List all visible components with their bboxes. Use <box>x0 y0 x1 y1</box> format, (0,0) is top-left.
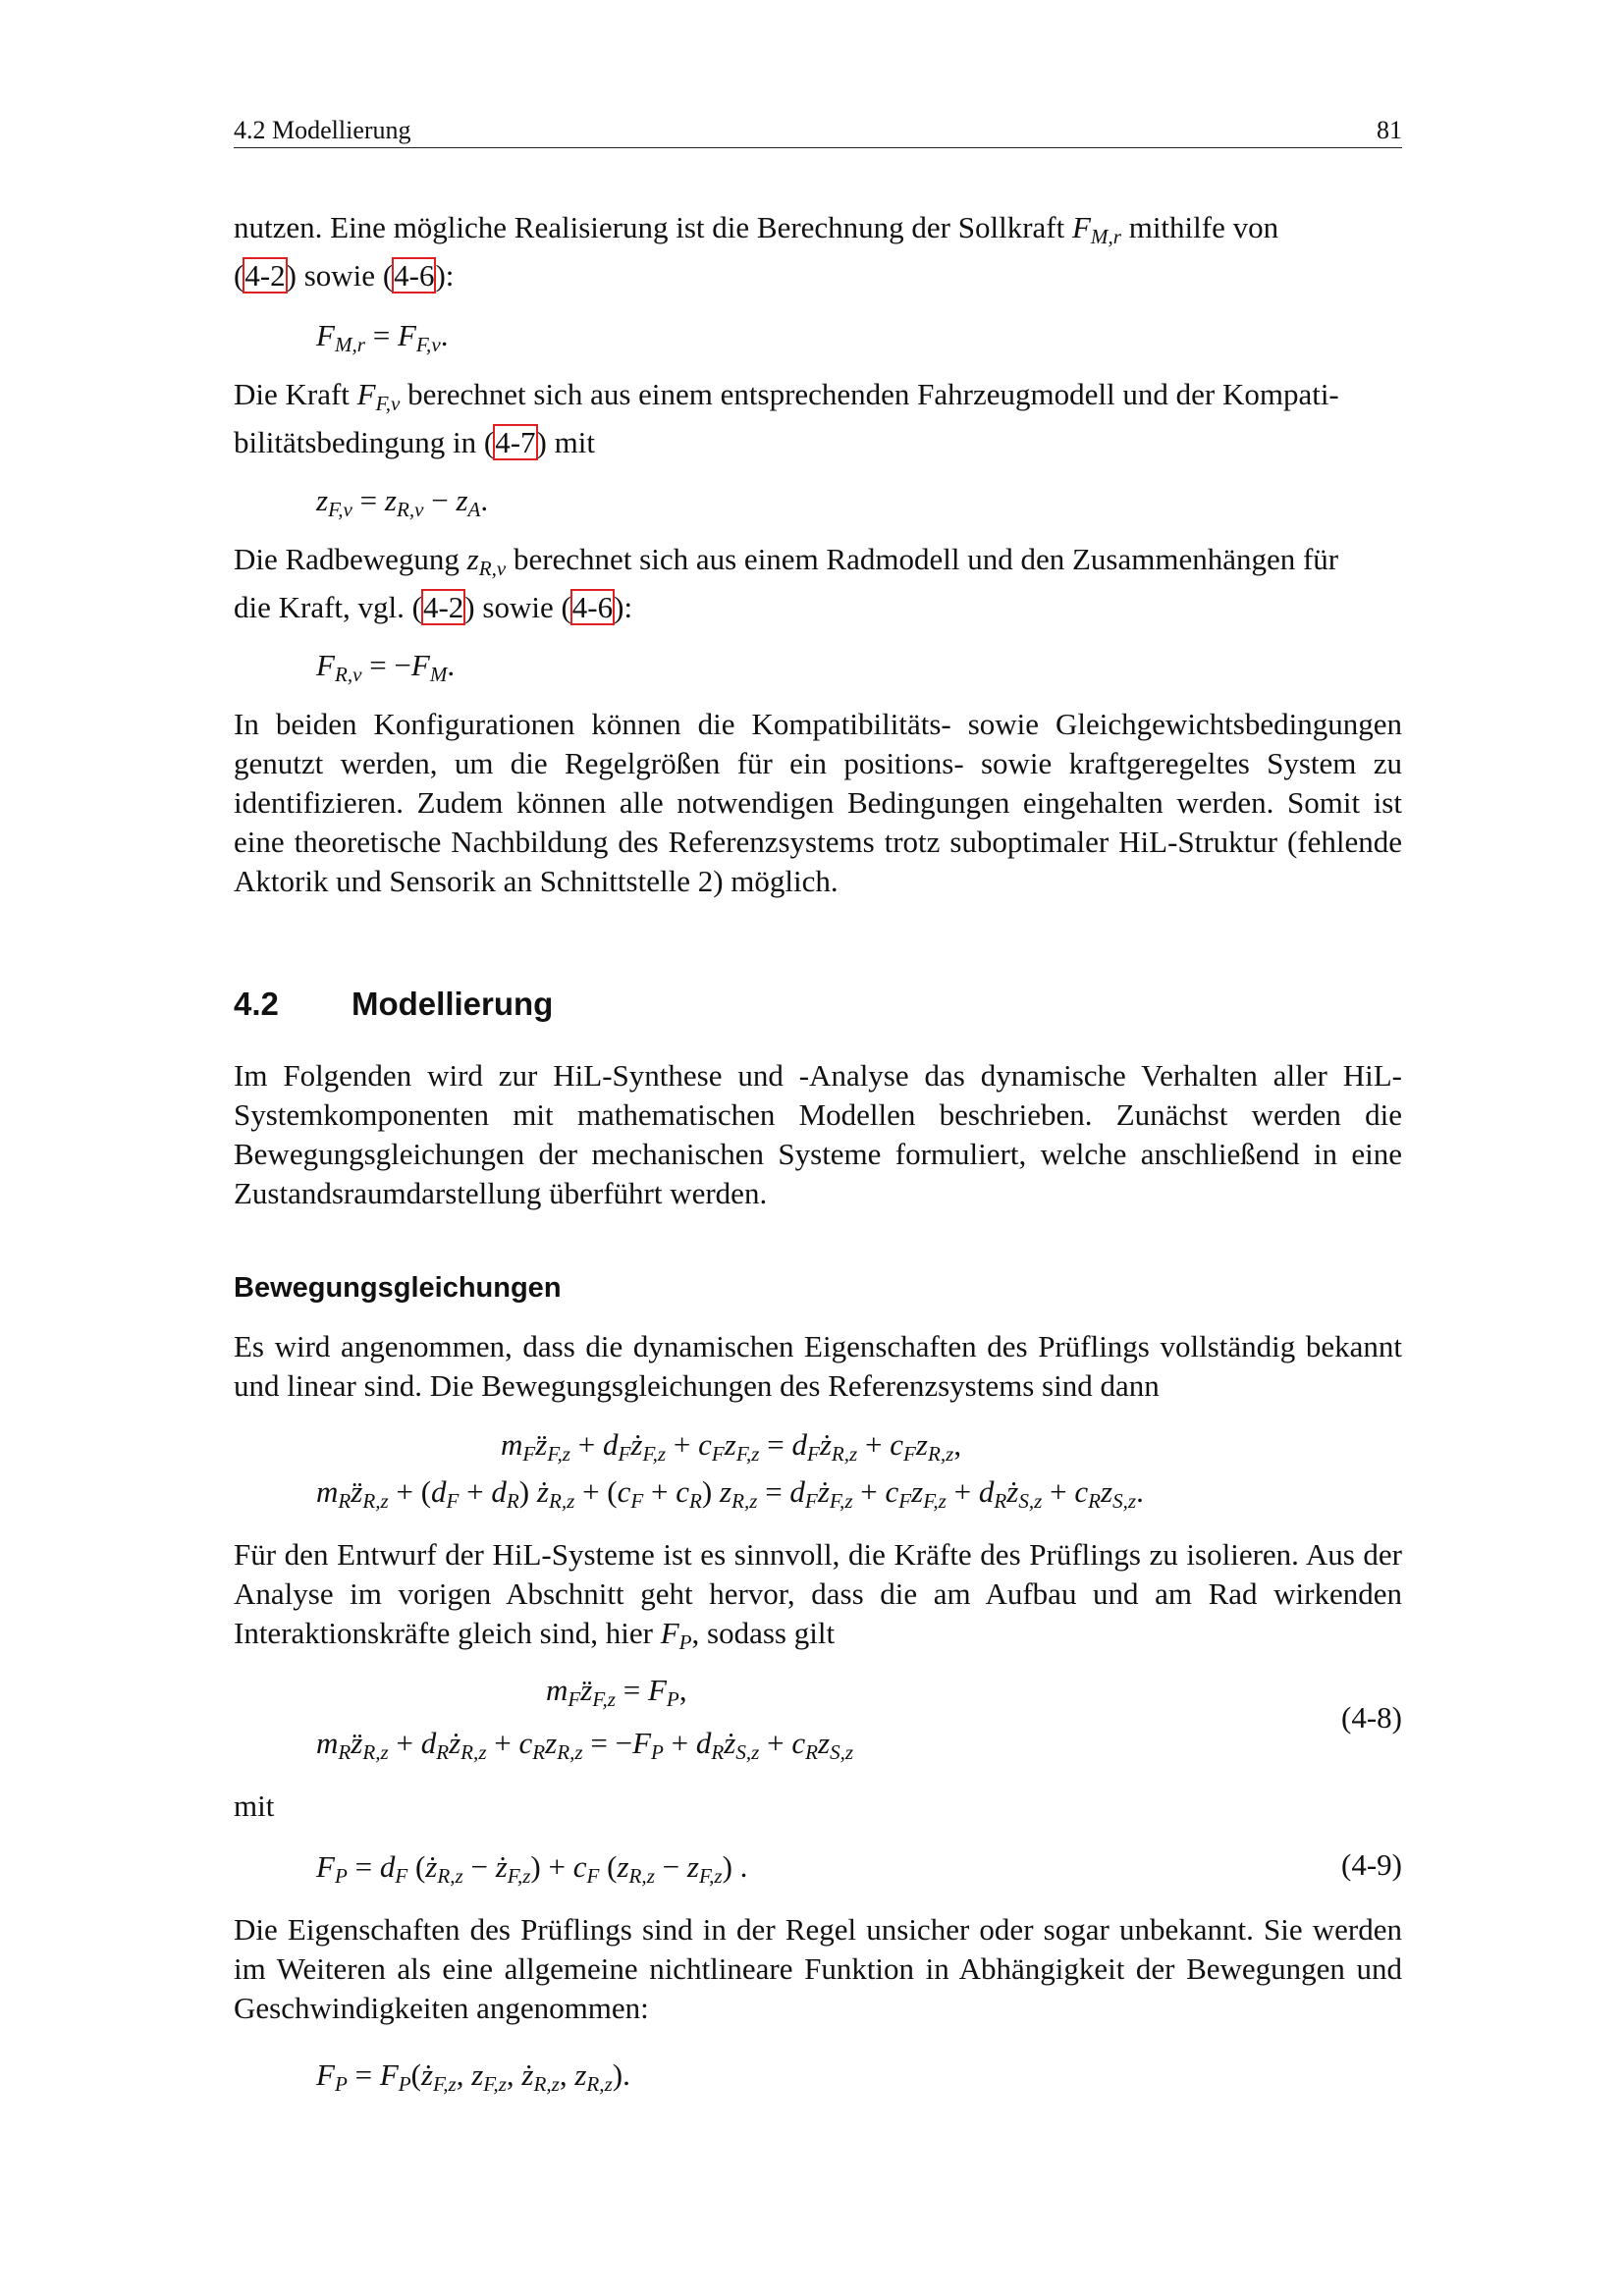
section-heading <box>234 986 553 1023</box>
equation-reference-link[interactable]: 4-6 <box>571 589 614 624</box>
equation-number-4-9: (4-9) <box>1341 1847 1402 1882</box>
equation-4-8-line1: $m_Fz̈_{F,z} = F_P$, <box>546 1673 687 1711</box>
equation-zfv: $z_{F,v} = z_{R,v} - z_A$. <box>316 483 489 521</box>
equation-reference-link[interactable]: 4-7 <box>495 424 536 459</box>
paragraph-text: , sodass gilt <box>691 1616 836 1650</box>
paragraph-annahme: Es wird angenommen, dass die dynamischen Eigenschaften des Prüflings vollständig bekannt und linear sind. Die Bewegungsgleichungen des Referenzsystems sind dann <box>234 1329 1402 1403</box>
paragraph-entwurf: Für den Entwurf der HiL-Systeme ist es sinnvoll, die Kräfte des Prüflings zu isolieren. Aus der Analyse im vorigen Abschnitt geht hervor, dass die am Aufbau und am Rad wirkenden Interaktionskräfte gleich sind, hier $F_P$, sodass gilt <box>234 1537 1402 1654</box>
punctuation: : <box>445 257 455 293</box>
equation-fp-nonlinear: $F_P$ = $F_P(ż_{F,z}$, $z_{F,z}$, $ż_{R,z}$, $z_{R,z}$). <box>316 2057 630 2096</box>
running-header <box>234 110 1402 148</box>
paragraph-text: nutzen. Eine mögliche Realisierung ist die Berechnung der Sollkraft <box>234 210 1065 244</box>
equation-number-4-8: (4-8) <box>1341 1700 1402 1735</box>
paragraph-text: bilitätsbedingung in <box>234 424 477 459</box>
equation-4-8-line2: $m_Rz̈_{R,z}$ + $d_Rż_{R,z} + c_Rz_{R,z} = -F_P$ + $d_Rż_{S,z} + c_Rz_{S,z}$ <box>316 1726 854 1764</box>
section-number: 4.2 <box>234 986 279 1022</box>
paragraph-text: mithilfe von <box>1128 210 1279 244</box>
paragraph-sollkraft: nutzen. Eine mögliche Realisierung ist die Berechnung der Sollkraft $F_{M,r}$ mithilfe von (4-2) sowie (4-6): <box>234 210 1279 293</box>
paragraph-text: berechnet sich aus einem Radmodell und den Zusammenhängen für <box>513 542 1339 576</box>
paragraph-text: die Kraft, vgl. <box>234 589 405 624</box>
equation-reference-line1: $m_Fz̈_{F,z}$ + $d_Fż_{F,z} + c_Fz_{F,z}$ = $d_Fż_{R,z} + c_Fz_{R,z}$, <box>501 1427 962 1466</box>
paragraph-text: Die Radbewegung <box>234 542 460 576</box>
paragraph-text: sowie <box>303 257 376 293</box>
paragraph-text: Die Kraft <box>234 377 350 411</box>
section-title: Modellierung <box>352 986 554 1022</box>
paragraph-einleitung: Im Folgenden wird zur HiL-Synthese und -Analyse das dynamische Verhalten aller HiL-Systemkomponenten mit mathematischen Modellen beschrieben. Zunächst werden die Bewegungsgleichungen der mechanischen Systeme formuliert, welche anschließend in eine Zustandsraumdarstellung überführt werden. <box>234 1058 1402 1210</box>
subsection-heading: Bewegungsgleichungen <box>234 1272 562 1304</box>
paragraph-konfigurationen: In beiden Konfigurationen können die Kompatibilitäts- sowie Gleichgewichtsbedingungen genutzt werden, um die Regelgrößen für ein positions- sowie kraftgeregeltes System zu identifizieren. Zudem können alle notwendigen Bedingungen eingehalten werden. Somit ist eine theoretische Nachbildung des Referenzsystems trotz suboptimaler HiL-Struktur (fehlende Aktorik und Sensorik an Schnittstelle 2) möglich. <box>234 707 1402 898</box>
paragraph-radbewegung: Die Radbewegung $z_{R,v}$ berechnet sich aus einem Radmodell und den Zusammenhängen für die Kraft, vgl. (4-2) sowie (4-6): <box>234 542 1339 624</box>
punctuation: : <box>623 589 633 624</box>
equation-frv: $F_{R,v} = -F_M$. <box>316 648 456 686</box>
equation-fmr: $F_{M,r} = F_{F,v}$. <box>316 318 449 356</box>
page-number: 81 <box>1377 116 1402 144</box>
equation-reference-link[interactable]: 4-2 <box>244 257 286 293</box>
paragraph-kraft-ffv: Die Kraft $F_{F,v}$ berechnet sich aus einem entsprechenden Fahrzeugmodell und der Kompati- bilitätsbedingung in (4-7) mit <box>234 377 1339 459</box>
paragraph-text: Für den Entwurf der HiL-Systeme ist es sinnvoll, die Kräfte des Prüflings zu isolieren. Aus der Analyse im vorigen Abschnitt geht hervor, dass die am Aufbau und am Rad wirkenden Interaktionskräfte gleich sind, hier <box>234 1537 1402 1650</box>
paragraph-mit: mit <box>234 1789 275 1823</box>
header-section-title: 4.2 Modellierung <box>234 116 411 144</box>
paragraph-text: sowie <box>482 589 554 624</box>
equation-reference-link[interactable]: 4-2 <box>422 589 464 624</box>
equation-reference-link[interactable]: 4-6 <box>394 257 435 293</box>
paragraph-text: berechnet sich aus einem entsprechenden Fahrzeugmodell und der Kompati- <box>407 377 1339 411</box>
equation-4-9: $F_P = d_F$ ($ż_{R,z}$ − $ż_{F,z}) + c_F$ $(z_{R,z} - z_{F,z})$ . <box>316 1849 748 1888</box>
paragraph-eigenschaften: Die Eigenschaften des Prüflings sind in der Regel unsicher oder sogar unbekannt. Sie werden im Weiteren als eine allgemeine nichtlineare Funktion in Abhängigkeit der Bewegungen und Geschwindigkeiten angenommen: <box>234 1912 1402 2025</box>
equation-reference-line2: $m_Rz̈_{R,z} + (d_F + d_R)$ $ż_{R,z} + (c_F + c_R) z_{R,z}$ = $d_Fż_{F,z} + c_Fz_{F,z}$ + $d_Rż_{S,z} + c_Rz_{S,z}$. <box>316 1474 1144 1513</box>
paragraph-text: mit <box>554 424 595 459</box>
